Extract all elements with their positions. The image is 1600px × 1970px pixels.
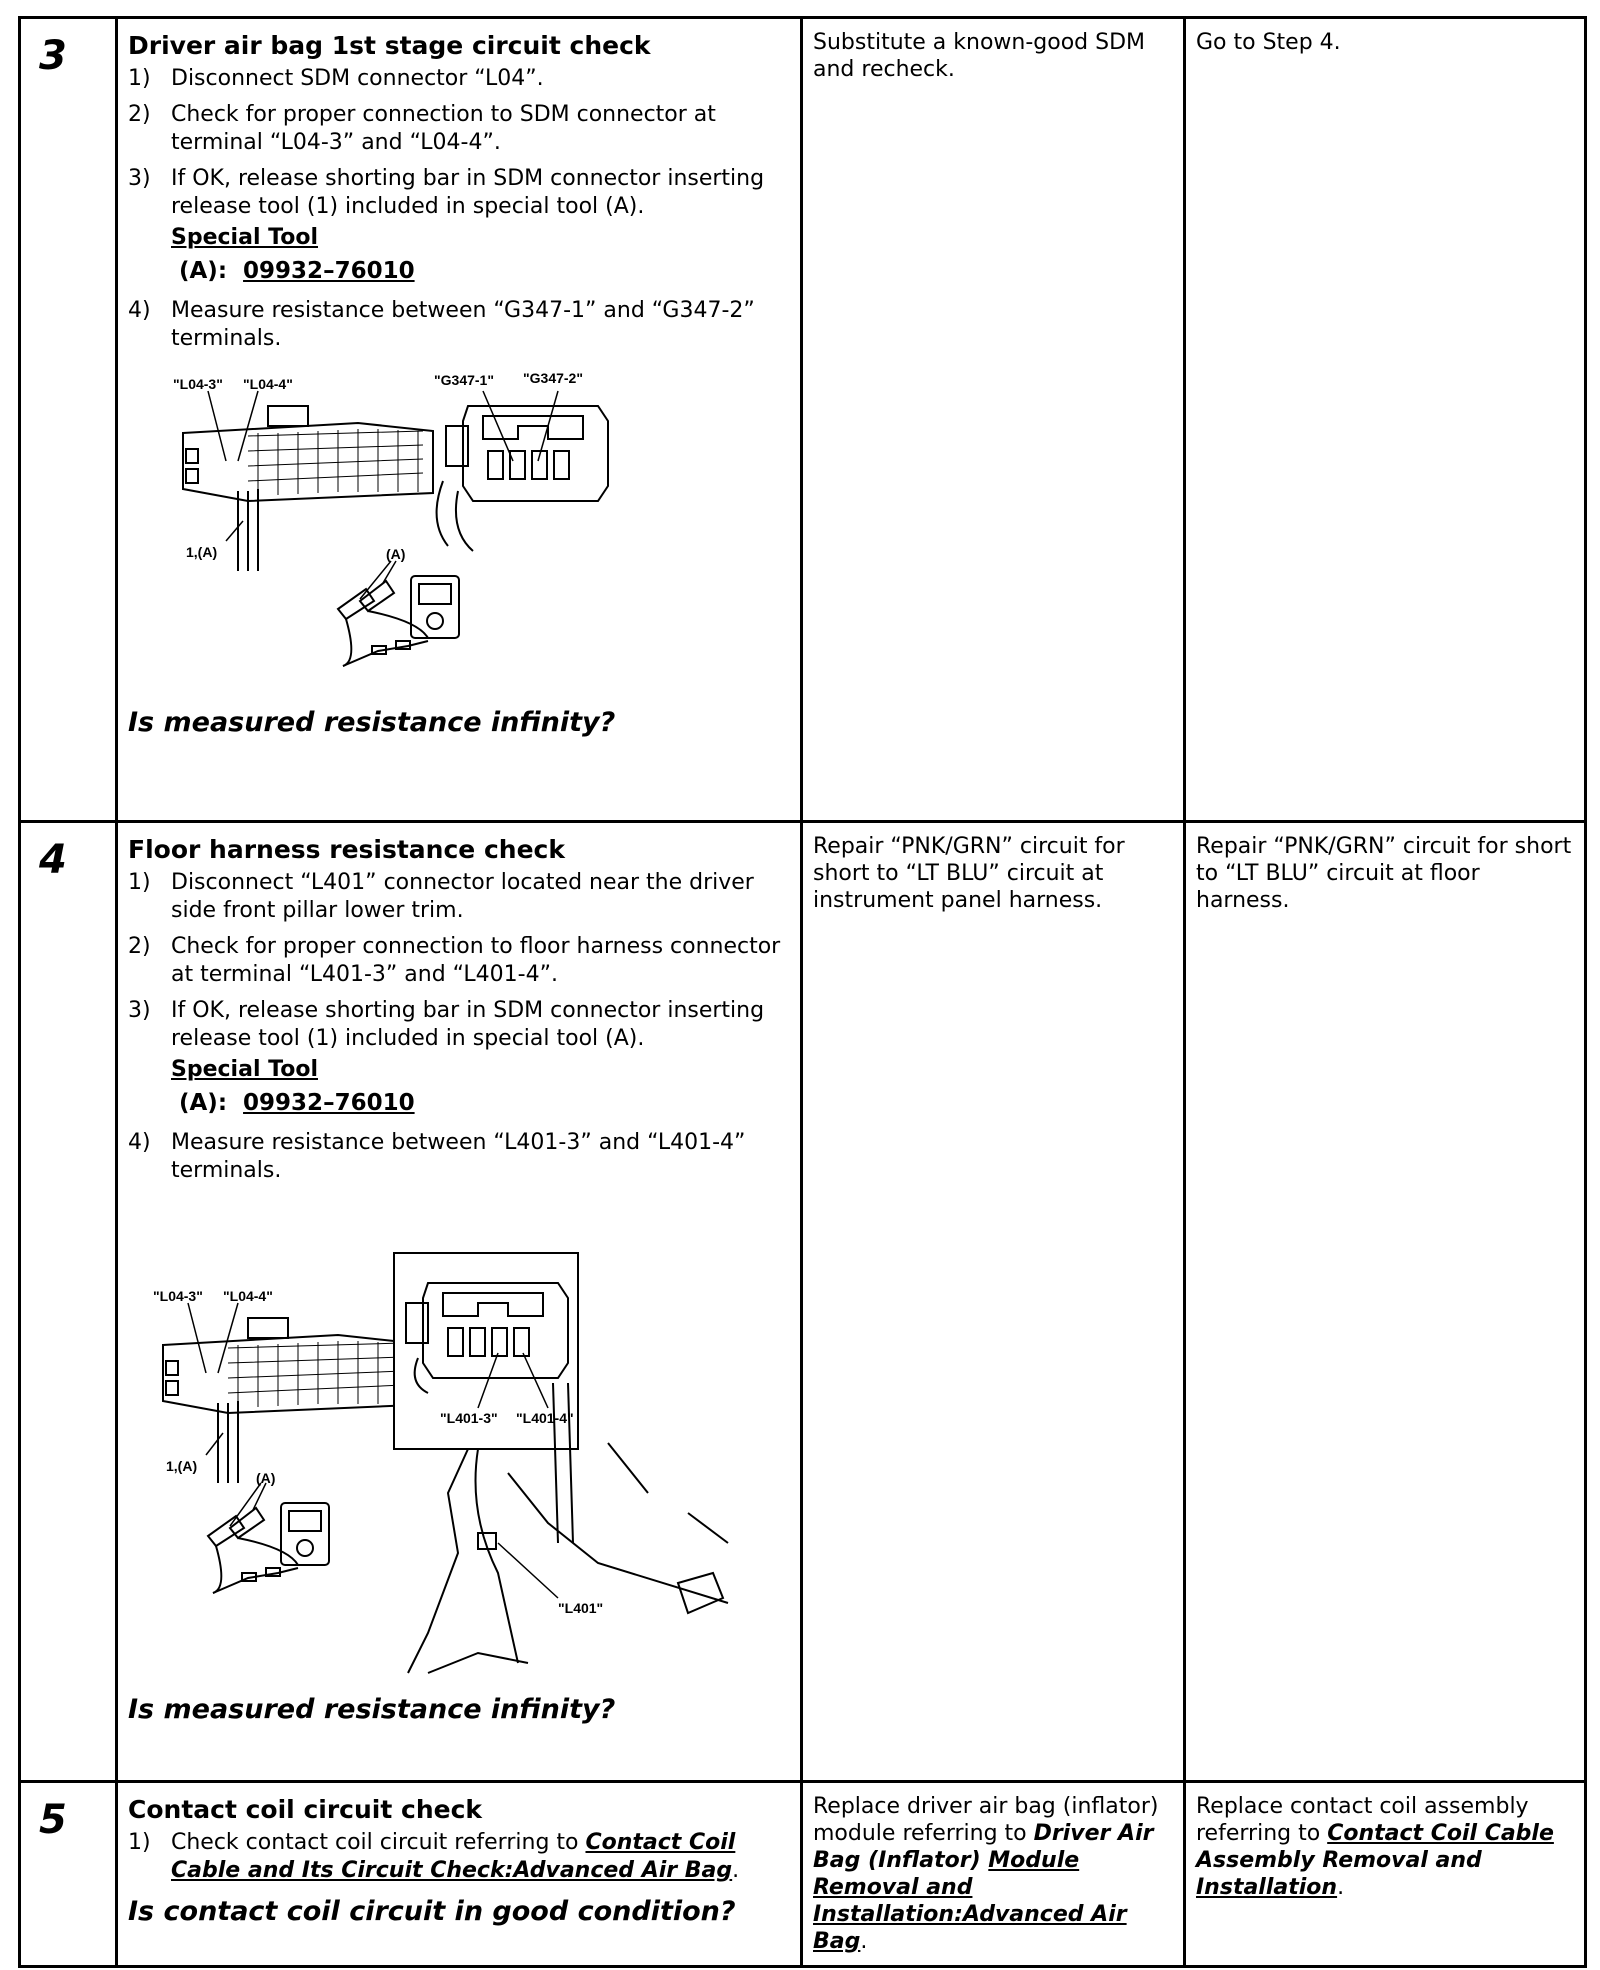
step-number: 5 — [39, 1797, 67, 1843]
terminal-label: "L04-3" — [153, 1288, 203, 1304]
yes-action: Substitute a known-good SDM and recheck. — [813, 30, 1146, 82]
step-question: Is contact coil circuit in good condition? — [128, 1896, 736, 1927]
step-question: Is measured resistance infinity? — [128, 1694, 616, 1725]
no-action: Repair “PNK/GRN” circuit for short to “LT BLU” circuit at floor harness. — [1196, 834, 1572, 913]
multimeter-illustration — [338, 576, 459, 666]
terminal-label: "G347-2" — [523, 370, 583, 386]
tool-label: 1,(A) — [186, 544, 218, 560]
step-number-cell — [20, 1782, 117, 1967]
instruction-item: 1) Disconnect SDM connector “L04”. — [128, 66, 544, 91]
instruction-item: 3) If OK, release shorting bar in SDM connector inserting release tool (1) included in special tool (A). — [128, 998, 765, 1051]
sdm-connector-illustration — [163, 1318, 413, 1483]
special-tool-heading: Special Tool — [171, 1057, 318, 1082]
terminal-label: "L04-4" — [223, 1288, 273, 1304]
step-number: 3 — [39, 33, 67, 79]
table-row-step-5 — [20, 1782, 1586, 1967]
reference-link[interactable]: Installation — [1196, 1875, 1338, 1900]
step-title: Contact coil circuit check — [128, 1795, 483, 1824]
terminal-label: "L04-4" — [243, 376, 293, 392]
reference-link[interactable]: Contact Coil Cable and Its Circuit Check:Advanced Air Bag — [171, 1830, 736, 1883]
no-action: Replace contact coil assembly referring to Contact Coil Cable Assembly Removal and Installation. — [1196, 1794, 1554, 1900]
instruction-list — [128, 65, 790, 221]
no-result-cell — [1185, 1782, 1586, 1967]
instruction-list — [128, 1829, 790, 1885]
instruction-list — [128, 869, 790, 1053]
special-tool-heading: Special Tool — [171, 225, 318, 250]
yes-action: Repair “PNK/GRN” circuit for short to “LT BLU” circuit at instrument panel harness. — [813, 834, 1125, 913]
action-cell — [117, 822, 802, 1782]
instruction-item: 4) Measure resistance between “G347-1” and “G347-2” terminals. — [128, 298, 755, 351]
step-number: 4 — [39, 837, 67, 883]
instruction-item: 2) Check for proper connection to floor harness connector at terminal “L401-3” and “L401-4”. — [128, 934, 781, 987]
probe-label: (A) — [386, 546, 406, 562]
no-action: Go to Step 4. — [1196, 30, 1341, 55]
yes-action: Replace driver air bag (inflator) module referring to Driver Air Bag (Inflator) Module Removal and Installation:Advanced Air Bag. — [813, 1794, 1159, 1954]
table-row-step-3 — [20, 18, 1586, 822]
terminal-label: "L04-3" — [173, 376, 223, 392]
reference-link[interactable]: Contact Coil Cable — [1327, 1821, 1554, 1846]
special-tool-number: (A): 09932–76010 — [179, 258, 415, 284]
no-result-cell — [1185, 18, 1586, 822]
action-cell — [117, 1782, 802, 1967]
instruction-item: 1) Check contact coil circuit referring to Contact Coil Cable and Its Circuit Check:Advanced Air Bag. — [128, 1830, 740, 1883]
probe-label: (A) — [256, 1470, 276, 1486]
reference-link[interactable]: Module Removal and Installation:Advanced Air Bag — [813, 1848, 1127, 1954]
instruction-item: 2) Check for proper connection to SDM connector at terminal “L04-3” and “L04-4”. — [128, 102, 716, 155]
multimeter-illustration — [208, 1503, 329, 1593]
step-title: Floor harness resistance check — [128, 835, 565, 864]
tool-label: 1,(A) — [166, 1458, 198, 1474]
step-title: Driver air bag 1st stage circuit check — [128, 31, 651, 60]
terminal-label: "L401-3" — [440, 1410, 498, 1426]
instruction-item: 3) If OK, release shorting bar in SDM connector inserting release tool (1) included in special tool (A). — [128, 166, 765, 219]
terminal-label: "L401-4" — [516, 1410, 574, 1426]
step-number-cell — [20, 822, 117, 1782]
no-result-cell — [1185, 822, 1586, 1782]
diagnostic-table — [18, 16, 1587, 1968]
instruction-item: 1) Disconnect “L401” connector located near the driver side front pillar lower trim. — [128, 870, 754, 923]
step-number-cell — [20, 18, 117, 822]
special-tool-number: (A): 09932–76010 — [179, 1090, 415, 1116]
instruction-item: 4) Measure resistance between “L401-3” and “L401-4” terminals. — [128, 1130, 746, 1183]
connector-diagram — [128, 1193, 788, 1693]
g347-connector-illustration — [437, 406, 608, 551]
yes-result-cell — [802, 822, 1185, 1782]
connector-diagram — [128, 361, 788, 706]
action-cell — [117, 18, 802, 822]
yes-result-cell — [802, 1782, 1185, 1967]
yes-result-cell — [802, 18, 1185, 822]
step-question: Is measured resistance infinity? — [128, 707, 616, 738]
table-row-step-4 — [20, 822, 1586, 1782]
terminal-label: "G347-1" — [434, 372, 494, 388]
connector-label: "L401" — [558, 1600, 604, 1616]
